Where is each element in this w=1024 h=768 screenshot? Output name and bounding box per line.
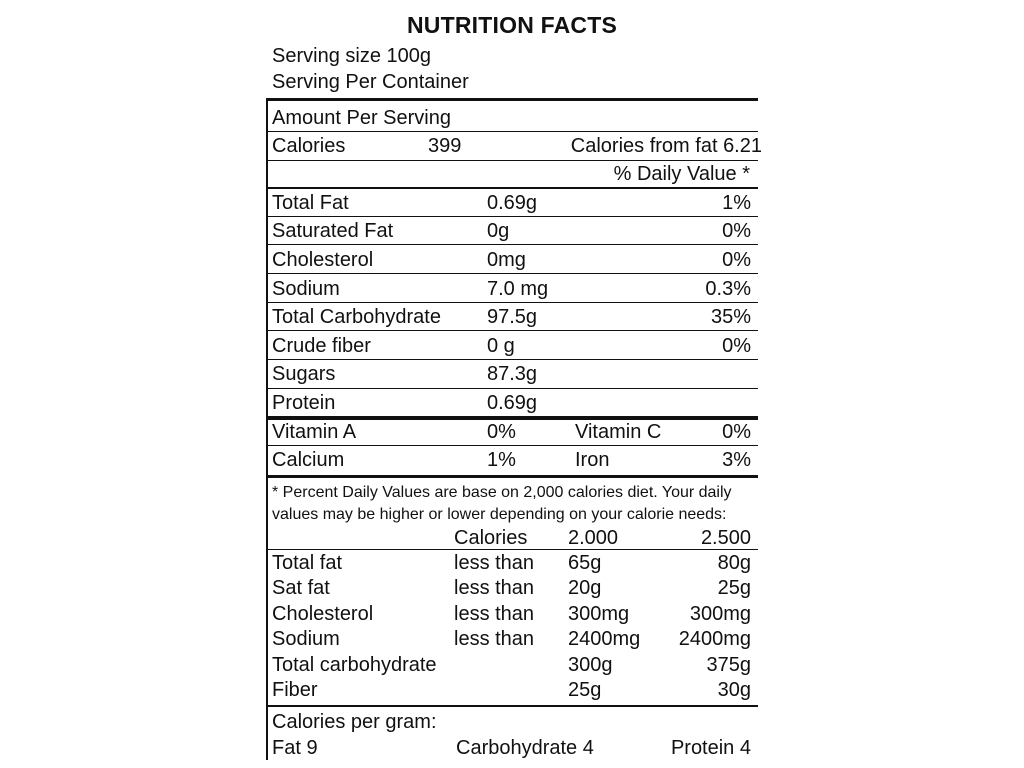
divider-thick: [268, 187, 758, 189]
nutrient-dv: 0%: [722, 335, 751, 357]
divider: [268, 302, 758, 303]
nutrient-amount: 0.69g: [487, 192, 538, 214]
vitamin-name: Calcium: [272, 449, 345, 471]
vitamin-value: 0%: [487, 421, 516, 443]
vitamin-name: Vitamin A: [272, 421, 357, 443]
serving-size: Serving size 100g: [272, 45, 431, 67]
reference-name: Sat fat: [272, 577, 330, 599]
vitamin-value: 3%: [722, 449, 751, 471]
reference-name: Cholesterol: [272, 603, 374, 625]
divider: [268, 359, 758, 360]
amount-per-serving: Amount Per Serving: [272, 107, 451, 129]
reference-qualifier: less than: [454, 552, 535, 574]
nutrient-amount: 0g: [487, 220, 510, 242]
nutrient-name: Sodium: [272, 278, 340, 300]
nutrient-name: Total Fat: [272, 192, 349, 214]
cpg-protein: Protein 4: [670, 737, 751, 759]
reference-value-2500: 30g: [717, 679, 751, 701]
label-left-border: [266, 98, 268, 760]
nutrient-amount: 7.0 mg: [487, 278, 549, 300]
divider: [268, 330, 758, 331]
divider: [268, 388, 758, 389]
calories-value: 399: [428, 135, 462, 157]
reference-value-2500: 375g: [706, 654, 751, 676]
reference-col2-header: 2.500: [700, 527, 751, 549]
nutrient-name: Sugars: [272, 363, 336, 385]
reference-value-2500: 80g: [717, 552, 751, 574]
nutrient-amount: 0mg: [487, 249, 526, 271]
reference-value-2000: 300mg: [568, 603, 630, 625]
calories-label: Calories: [272, 135, 346, 157]
reference-value-2500: 25g: [717, 577, 751, 599]
divider: [268, 160, 758, 161]
reference-col1-header: 2.000: [568, 527, 619, 549]
divider: [268, 131, 758, 132]
divider: [268, 216, 758, 217]
divider: [268, 244, 758, 245]
reference-value-2500: 2400mg: [678, 628, 751, 650]
nutrient-amount: 87.3g: [487, 363, 538, 385]
nutrient-amount: 0.69g: [487, 392, 538, 414]
serving-per-container: Serving Per Container: [272, 71, 469, 93]
reference-calories-header: Calories: [454, 527, 528, 549]
divider-thick: [268, 98, 758, 101]
nutrient-name: Protein: [272, 392, 336, 414]
nutrient-name: Saturated Fat: [272, 220, 394, 242]
footnote-line: values may be higher or lower depending on your calorie needs:: [272, 506, 727, 523]
nutrient-dv: 1%: [722, 192, 751, 214]
reference-value-2000: 25g: [568, 679, 602, 701]
vitamin-value: 1%: [487, 449, 516, 471]
divider: [268, 549, 758, 550]
reference-value-2000: 20g: [568, 577, 602, 599]
nutrient-dv: 0%: [722, 220, 751, 242]
nutrient-dv: 0%: [722, 249, 751, 271]
nutrient-dv: 0.3%: [705, 278, 751, 300]
vitamin-value: 0%: [722, 421, 751, 443]
reference-value-2000: 2400mg: [568, 628, 641, 650]
cpg-carbohydrate: Carbohydrate 4: [456, 737, 594, 759]
nutrient-dv: 35%: [710, 306, 751, 328]
nutrient-name: Crude fiber: [272, 335, 371, 357]
reference-name: Fiber: [272, 679, 318, 701]
reference-qualifier: less than: [454, 603, 535, 625]
divider: [268, 705, 758, 707]
reference-qualifier: less than: [454, 628, 535, 650]
nutrient-name: Total Carbohydrate: [272, 306, 441, 328]
label-title: NUTRITION FACTS: [407, 12, 617, 38]
calories-from-fat: Calories from fat 6.21: [570, 135, 762, 157]
vitamin-name: Iron: [575, 449, 610, 471]
divider: [268, 445, 758, 446]
calories-per-gram-label: Calories per gram:: [272, 711, 437, 733]
reference-qualifier: less than: [454, 577, 535, 599]
daily-value-header: % Daily Value *: [613, 163, 750, 185]
vitamin-name: Vitamin C: [575, 421, 662, 443]
divider: [268, 273, 758, 274]
divider-thick: [268, 475, 758, 478]
reference-value-2500: 300mg: [689, 603, 751, 625]
nutrient-amount: 97.5g: [487, 306, 538, 328]
cpg-fat: Fat 9: [272, 737, 318, 759]
footnote-line: * Percent Daily Values are base on 2,000 calories diet. Your daily: [272, 484, 732, 501]
reference-name: Total carbohydrate: [272, 654, 437, 676]
reference-name: Total fat: [272, 552, 343, 574]
reference-value-2000: 300g: [568, 654, 613, 676]
nutrient-amount: 0 g: [487, 335, 515, 357]
nutrient-name: Cholesterol: [272, 249, 374, 271]
reference-name: Sodium: [272, 628, 340, 650]
reference-value-2000: 65g: [568, 552, 602, 574]
